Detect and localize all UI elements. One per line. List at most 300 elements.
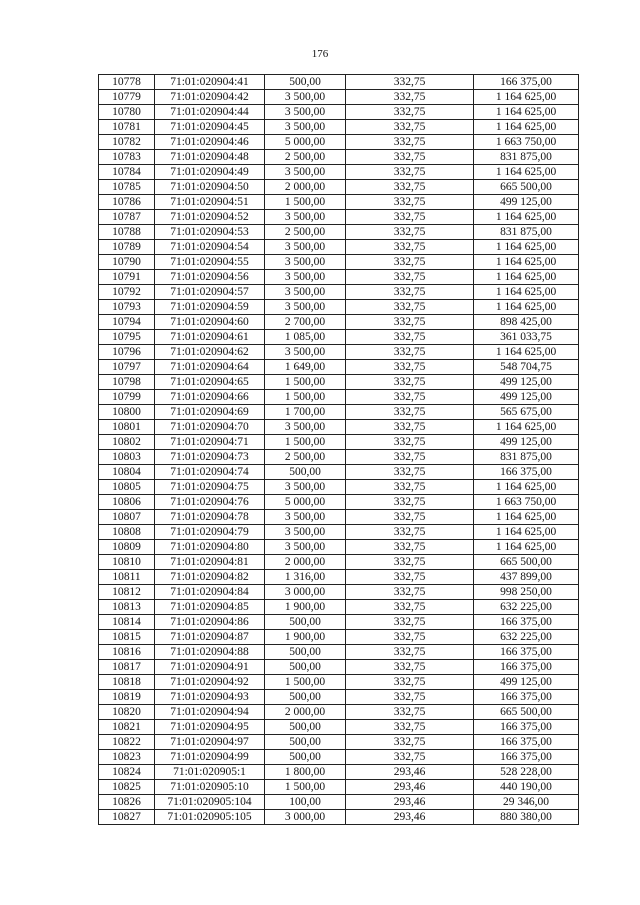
unit-value-cell: 332,75 bbox=[346, 630, 474, 645]
table-row bbox=[99, 555, 579, 570]
table-row bbox=[99, 795, 579, 810]
table-row bbox=[99, 345, 579, 360]
total-value-cell: 1 164 625,00 bbox=[474, 420, 579, 435]
unit-value-cell: 332,75 bbox=[346, 90, 474, 105]
area-cell: 5 000,00 bbox=[265, 135, 346, 150]
row-number-cell: 10783 bbox=[99, 150, 155, 165]
cadastral-number-cell: 71:01:020904:78 bbox=[155, 510, 265, 525]
row-number-cell: 10786 bbox=[99, 195, 155, 210]
unit-value-cell: 332,75 bbox=[346, 135, 474, 150]
unit-value-cell: 332,75 bbox=[346, 660, 474, 675]
cadastral-number-cell: 71:01:020904:49 bbox=[155, 165, 265, 180]
table-row bbox=[99, 705, 579, 720]
cadastral-number-cell: 71:01:020904:46 bbox=[155, 135, 265, 150]
cadastral-number-cell: 71:01:020904:44 bbox=[155, 105, 265, 120]
cadastral-number-cell: 71:01:020904:41 bbox=[155, 75, 265, 90]
cadastral-number-cell: 71:01:020904:60 bbox=[155, 315, 265, 330]
area-cell: 3 500,00 bbox=[265, 525, 346, 540]
total-value-cell: 1 164 625,00 bbox=[474, 525, 579, 540]
area-cell: 1 500,00 bbox=[265, 675, 346, 690]
unit-value-cell: 332,75 bbox=[346, 390, 474, 405]
area-cell: 3 500,00 bbox=[265, 210, 346, 225]
unit-value-cell: 332,75 bbox=[346, 435, 474, 450]
row-number-cell: 10787 bbox=[99, 210, 155, 225]
unit-value-cell: 332,75 bbox=[346, 645, 474, 660]
cadastral-number-cell: 71:01:020904:66 bbox=[155, 390, 265, 405]
cadastral-number-cell: 71:01:020905:105 bbox=[155, 810, 265, 825]
total-value-cell: 632 225,00 bbox=[474, 600, 579, 615]
unit-value-cell: 332,75 bbox=[346, 210, 474, 225]
cadastral-number-cell: 71:01:020904:85 bbox=[155, 600, 265, 615]
row-number-cell: 10799 bbox=[99, 390, 155, 405]
row-number-cell: 10821 bbox=[99, 720, 155, 735]
table-row bbox=[99, 195, 579, 210]
table-row bbox=[99, 315, 579, 330]
total-value-cell: 1 164 625,00 bbox=[474, 165, 579, 180]
unit-value-cell: 332,75 bbox=[346, 180, 474, 195]
total-value-cell: 665 500,00 bbox=[474, 555, 579, 570]
unit-value-cell: 332,75 bbox=[346, 525, 474, 540]
table-row bbox=[99, 735, 579, 750]
table-row bbox=[99, 435, 579, 450]
total-value-cell: 499 125,00 bbox=[474, 390, 579, 405]
table-row bbox=[99, 375, 579, 390]
table-row bbox=[99, 540, 579, 555]
table-row bbox=[99, 165, 579, 180]
area-cell: 500,00 bbox=[265, 660, 346, 675]
table-row bbox=[99, 750, 579, 765]
total-value-cell: 166 375,00 bbox=[474, 720, 579, 735]
cadastral-number-cell: 71:01:020904:64 bbox=[155, 360, 265, 375]
unit-value-cell: 332,75 bbox=[346, 315, 474, 330]
cadastral-number-cell: 71:01:020904:61 bbox=[155, 330, 265, 345]
row-number-cell: 10792 bbox=[99, 285, 155, 300]
unit-value-cell: 332,75 bbox=[346, 225, 474, 240]
total-value-cell: 166 375,00 bbox=[474, 645, 579, 660]
cadastral-number-cell: 71:01:020904:50 bbox=[155, 180, 265, 195]
cadastral-number-cell: 71:01:020904:79 bbox=[155, 525, 265, 540]
unit-value-cell: 332,75 bbox=[346, 240, 474, 255]
cadastral-number-cell: 71:01:020904:51 bbox=[155, 195, 265, 210]
row-number-cell: 10825 bbox=[99, 780, 155, 795]
unit-value-cell: 332,75 bbox=[346, 720, 474, 735]
area-cell: 3 500,00 bbox=[265, 285, 346, 300]
total-value-cell: 1 164 625,00 bbox=[474, 210, 579, 225]
table-row bbox=[99, 390, 579, 405]
area-cell: 500,00 bbox=[265, 615, 346, 630]
unit-value-cell: 332,75 bbox=[346, 270, 474, 285]
area-cell: 100,00 bbox=[265, 795, 346, 810]
row-number-cell: 10790 bbox=[99, 255, 155, 270]
unit-value-cell: 332,75 bbox=[346, 450, 474, 465]
total-value-cell: 1 164 625,00 bbox=[474, 240, 579, 255]
cadastral-number-cell: 71:01:020904:42 bbox=[155, 90, 265, 105]
area-cell: 3 500,00 bbox=[265, 345, 346, 360]
cadastral-number-cell: 71:01:020904:84 bbox=[155, 585, 265, 600]
total-value-cell: 1 164 625,00 bbox=[474, 480, 579, 495]
total-value-cell: 1 164 625,00 bbox=[474, 510, 579, 525]
row-number-cell: 10806 bbox=[99, 495, 155, 510]
row-number-cell: 10810 bbox=[99, 555, 155, 570]
unit-value-cell: 332,75 bbox=[346, 255, 474, 270]
unit-value-cell: 332,75 bbox=[346, 420, 474, 435]
row-number-cell: 10804 bbox=[99, 465, 155, 480]
table-row bbox=[99, 585, 579, 600]
unit-value-cell: 332,75 bbox=[346, 150, 474, 165]
total-value-cell: 499 125,00 bbox=[474, 375, 579, 390]
table-row bbox=[99, 510, 579, 525]
area-cell: 3 500,00 bbox=[265, 540, 346, 555]
table-row bbox=[99, 120, 579, 135]
cadastral-number-cell: 71:01:020904:62 bbox=[155, 345, 265, 360]
table-row bbox=[99, 135, 579, 150]
total-value-cell: 166 375,00 bbox=[474, 75, 579, 90]
cadastral-number-cell: 71:01:020904:92 bbox=[155, 675, 265, 690]
area-cell: 2 000,00 bbox=[265, 705, 346, 720]
row-number-cell: 10794 bbox=[99, 315, 155, 330]
row-number-cell: 10813 bbox=[99, 600, 155, 615]
unit-value-cell: 332,75 bbox=[346, 300, 474, 315]
cadastral-number-cell: 71:01:020904:65 bbox=[155, 375, 265, 390]
table-row bbox=[99, 420, 579, 435]
row-number-cell: 10816 bbox=[99, 645, 155, 660]
unit-value-cell: 332,75 bbox=[346, 465, 474, 480]
row-number-cell: 10778 bbox=[99, 75, 155, 90]
total-value-cell: 499 125,00 bbox=[474, 675, 579, 690]
area-cell: 1 316,00 bbox=[265, 570, 346, 585]
cadastral-number-cell: 71:01:020904:95 bbox=[155, 720, 265, 735]
unit-value-cell: 332,75 bbox=[346, 555, 474, 570]
table-row bbox=[99, 780, 579, 795]
unit-value-cell: 332,75 bbox=[346, 345, 474, 360]
row-number-cell: 10823 bbox=[99, 750, 155, 765]
total-value-cell: 1 164 625,00 bbox=[474, 270, 579, 285]
total-value-cell: 880 380,00 bbox=[474, 810, 579, 825]
unit-value-cell: 332,75 bbox=[346, 510, 474, 525]
table-row bbox=[99, 630, 579, 645]
table-row bbox=[99, 480, 579, 495]
total-value-cell: 166 375,00 bbox=[474, 660, 579, 675]
total-value-cell: 166 375,00 bbox=[474, 735, 579, 750]
row-number-cell: 10820 bbox=[99, 705, 155, 720]
area-cell: 3 000,00 bbox=[265, 585, 346, 600]
table-row bbox=[99, 240, 579, 255]
area-cell: 500,00 bbox=[265, 720, 346, 735]
row-number-cell: 10814 bbox=[99, 615, 155, 630]
table-row bbox=[99, 600, 579, 615]
row-number-cell: 10800 bbox=[99, 405, 155, 420]
unit-value-cell: 332,75 bbox=[346, 735, 474, 750]
cadastral-number-cell: 71:01:020904:87 bbox=[155, 630, 265, 645]
area-cell: 1 500,00 bbox=[265, 195, 346, 210]
total-value-cell: 1 164 625,00 bbox=[474, 120, 579, 135]
unit-value-cell: 293,46 bbox=[346, 810, 474, 825]
table-row bbox=[99, 360, 579, 375]
table-row bbox=[99, 660, 579, 675]
cadastral-number-cell: 71:01:020904:82 bbox=[155, 570, 265, 585]
unit-value-cell: 332,75 bbox=[346, 285, 474, 300]
cadastral-number-cell: 71:01:020904:76 bbox=[155, 495, 265, 510]
area-cell: 1 500,00 bbox=[265, 780, 346, 795]
area-cell: 500,00 bbox=[265, 75, 346, 90]
table-body bbox=[99, 75, 579, 825]
table-row bbox=[99, 720, 579, 735]
area-cell: 1 800,00 bbox=[265, 765, 346, 780]
area-cell: 500,00 bbox=[265, 750, 346, 765]
area-cell: 500,00 bbox=[265, 465, 346, 480]
total-value-cell: 831 875,00 bbox=[474, 150, 579, 165]
cadastral-number-cell: 71:01:020904:56 bbox=[155, 270, 265, 285]
area-cell: 3 500,00 bbox=[265, 240, 346, 255]
unit-value-cell: 332,75 bbox=[346, 120, 474, 135]
total-value-cell: 831 875,00 bbox=[474, 225, 579, 240]
cadastral-number-cell: 71:01:020905:1 bbox=[155, 765, 265, 780]
unit-value-cell: 293,46 bbox=[346, 765, 474, 780]
cadastral-number-cell: 71:01:020904:70 bbox=[155, 420, 265, 435]
unit-value-cell: 332,75 bbox=[346, 570, 474, 585]
row-number-cell: 10789 bbox=[99, 240, 155, 255]
row-number-cell: 10797 bbox=[99, 360, 155, 375]
row-number-cell: 10819 bbox=[99, 690, 155, 705]
area-cell: 3 500,00 bbox=[265, 165, 346, 180]
unit-value-cell: 332,75 bbox=[346, 495, 474, 510]
table-row bbox=[99, 90, 579, 105]
total-value-cell: 565 675,00 bbox=[474, 405, 579, 420]
unit-value-cell: 332,75 bbox=[346, 480, 474, 495]
row-number-cell: 10785 bbox=[99, 180, 155, 195]
unit-value-cell: 332,75 bbox=[346, 330, 474, 345]
total-value-cell: 1 663 750,00 bbox=[474, 135, 579, 150]
total-value-cell: 1 164 625,00 bbox=[474, 540, 579, 555]
cadastral-number-cell: 71:01:020905:104 bbox=[155, 795, 265, 810]
unit-value-cell: 293,46 bbox=[346, 780, 474, 795]
area-cell: 3 500,00 bbox=[265, 120, 346, 135]
unit-value-cell: 332,75 bbox=[346, 600, 474, 615]
area-cell: 3 500,00 bbox=[265, 255, 346, 270]
total-value-cell: 1 164 625,00 bbox=[474, 105, 579, 120]
cadastral-number-cell: 71:01:020904:93 bbox=[155, 690, 265, 705]
row-number-cell: 10795 bbox=[99, 330, 155, 345]
table-row bbox=[99, 150, 579, 165]
total-value-cell: 831 875,00 bbox=[474, 450, 579, 465]
table-row bbox=[99, 330, 579, 345]
total-value-cell: 1 164 625,00 bbox=[474, 255, 579, 270]
total-value-cell: 1 164 625,00 bbox=[474, 285, 579, 300]
area-cell: 3 500,00 bbox=[265, 105, 346, 120]
table-row bbox=[99, 615, 579, 630]
unit-value-cell: 332,75 bbox=[346, 105, 474, 120]
row-number-cell: 10824 bbox=[99, 765, 155, 780]
total-value-cell: 632 225,00 bbox=[474, 630, 579, 645]
total-value-cell: 548 704,75 bbox=[474, 360, 579, 375]
row-number-cell: 10812 bbox=[99, 585, 155, 600]
unit-value-cell: 332,75 bbox=[346, 540, 474, 555]
cadastral-number-cell: 71:01:020904:91 bbox=[155, 660, 265, 675]
area-cell: 500,00 bbox=[265, 645, 346, 660]
total-value-cell: 665 500,00 bbox=[474, 180, 579, 195]
cadastral-number-cell: 71:01:020904:59 bbox=[155, 300, 265, 315]
total-value-cell: 29 346,00 bbox=[474, 795, 579, 810]
cadastral-number-cell: 71:01:020904:75 bbox=[155, 480, 265, 495]
table-row bbox=[99, 645, 579, 660]
row-number-cell: 10815 bbox=[99, 630, 155, 645]
total-value-cell: 166 375,00 bbox=[474, 690, 579, 705]
row-number-cell: 10793 bbox=[99, 300, 155, 315]
table-row bbox=[99, 450, 579, 465]
row-number-cell: 10811 bbox=[99, 570, 155, 585]
row-number-cell: 10808 bbox=[99, 525, 155, 540]
area-cell: 3 500,00 bbox=[265, 300, 346, 315]
row-number-cell: 10779 bbox=[99, 90, 155, 105]
cadastral-number-cell: 71:01:020904:71 bbox=[155, 435, 265, 450]
cadastral-number-cell: 71:01:020904:88 bbox=[155, 645, 265, 660]
total-value-cell: 528 228,00 bbox=[474, 765, 579, 780]
cadastral-number-cell: 71:01:020905:10 bbox=[155, 780, 265, 795]
cadastral-number-cell: 71:01:020904:55 bbox=[155, 255, 265, 270]
cadastral-number-cell: 71:01:020904:86 bbox=[155, 615, 265, 630]
area-cell: 3 500,00 bbox=[265, 270, 346, 285]
total-value-cell: 1 164 625,00 bbox=[474, 90, 579, 105]
unit-value-cell: 332,75 bbox=[346, 75, 474, 90]
total-value-cell: 1 164 625,00 bbox=[474, 300, 579, 315]
table-row bbox=[99, 300, 579, 315]
area-cell: 2 500,00 bbox=[265, 225, 346, 240]
cadastral-number-cell: 71:01:020904:73 bbox=[155, 450, 265, 465]
row-number-cell: 10781 bbox=[99, 120, 155, 135]
total-value-cell: 998 250,00 bbox=[474, 585, 579, 600]
cadastral-number-cell: 71:01:020904:57 bbox=[155, 285, 265, 300]
cadastral-number-cell: 71:01:020904:97 bbox=[155, 735, 265, 750]
unit-value-cell: 332,75 bbox=[346, 360, 474, 375]
page-number: 176 bbox=[311, 48, 329, 60]
cadastral-number-cell: 71:01:020904:45 bbox=[155, 120, 265, 135]
area-cell: 2 000,00 bbox=[265, 180, 346, 195]
row-number-cell: 10822 bbox=[99, 735, 155, 750]
area-cell: 1 500,00 bbox=[265, 390, 346, 405]
area-cell: 1 500,00 bbox=[265, 435, 346, 450]
table-row bbox=[99, 570, 579, 585]
table-row bbox=[99, 180, 579, 195]
area-cell: 3 500,00 bbox=[265, 420, 346, 435]
table-row bbox=[99, 270, 579, 285]
row-number-cell: 10780 bbox=[99, 105, 155, 120]
row-number-cell: 10782 bbox=[99, 135, 155, 150]
table-row bbox=[99, 255, 579, 270]
unit-value-cell: 332,75 bbox=[346, 615, 474, 630]
area-cell: 2 500,00 bbox=[265, 450, 346, 465]
table-row bbox=[99, 105, 579, 120]
unit-value-cell: 332,75 bbox=[346, 705, 474, 720]
row-number-cell: 10805 bbox=[99, 480, 155, 495]
area-cell: 5 000,00 bbox=[265, 495, 346, 510]
table-row bbox=[99, 765, 579, 780]
table-row bbox=[99, 810, 579, 825]
table-row bbox=[99, 525, 579, 540]
area-cell: 1 649,00 bbox=[265, 360, 346, 375]
area-cell: 3 500,00 bbox=[265, 480, 346, 495]
cadastral-number-cell: 71:01:020904:74 bbox=[155, 465, 265, 480]
area-cell: 2 500,00 bbox=[265, 150, 346, 165]
table-row bbox=[99, 495, 579, 510]
total-value-cell: 166 375,00 bbox=[474, 615, 579, 630]
parcel-value-table bbox=[98, 74, 579, 825]
row-number-cell: 10791 bbox=[99, 270, 155, 285]
total-value-cell: 437 899,00 bbox=[474, 570, 579, 585]
total-value-cell: 1 663 750,00 bbox=[474, 495, 579, 510]
row-number-cell: 10809 bbox=[99, 540, 155, 555]
table-row bbox=[99, 690, 579, 705]
cadastral-number-cell: 71:01:020904:81 bbox=[155, 555, 265, 570]
row-number-cell: 10807 bbox=[99, 510, 155, 525]
row-number-cell: 10803 bbox=[99, 450, 155, 465]
area-cell: 500,00 bbox=[265, 690, 346, 705]
cadastral-number-cell: 71:01:020904:80 bbox=[155, 540, 265, 555]
row-number-cell: 10788 bbox=[99, 225, 155, 240]
unit-value-cell: 293,46 bbox=[346, 795, 474, 810]
total-value-cell: 898 425,00 bbox=[474, 315, 579, 330]
row-number-cell: 10802 bbox=[99, 435, 155, 450]
row-number-cell: 10826 bbox=[99, 795, 155, 810]
total-value-cell: 499 125,00 bbox=[474, 195, 579, 210]
row-number-cell: 10784 bbox=[99, 165, 155, 180]
area-cell: 500,00 bbox=[265, 735, 346, 750]
area-cell: 1 900,00 bbox=[265, 630, 346, 645]
total-value-cell: 361 033,75 bbox=[474, 330, 579, 345]
row-number-cell: 10827 bbox=[99, 810, 155, 825]
unit-value-cell: 332,75 bbox=[346, 375, 474, 390]
total-value-cell: 166 375,00 bbox=[474, 465, 579, 480]
cadastral-number-cell: 71:01:020904:54 bbox=[155, 240, 265, 255]
cadastral-number-cell: 71:01:020904:99 bbox=[155, 750, 265, 765]
row-number-cell: 10796 bbox=[99, 345, 155, 360]
area-cell: 2 700,00 bbox=[265, 315, 346, 330]
row-number-cell: 10817 bbox=[99, 660, 155, 675]
area-cell: 2 000,00 bbox=[265, 555, 346, 570]
total-value-cell: 665 500,00 bbox=[474, 705, 579, 720]
total-value-cell: 440 190,00 bbox=[474, 780, 579, 795]
total-value-cell: 166 375,00 bbox=[474, 750, 579, 765]
area-cell: 1 085,00 bbox=[265, 330, 346, 345]
cadastral-number-cell: 71:01:020904:69 bbox=[155, 405, 265, 420]
table-row bbox=[99, 285, 579, 300]
area-cell: 1 500,00 bbox=[265, 375, 346, 390]
area-cell: 3 500,00 bbox=[265, 90, 346, 105]
table-row bbox=[99, 675, 579, 690]
row-number-cell: 10798 bbox=[99, 375, 155, 390]
table-row bbox=[99, 210, 579, 225]
area-cell: 1 900,00 bbox=[265, 600, 346, 615]
cadastral-number-cell: 71:01:020904:48 bbox=[155, 150, 265, 165]
area-cell: 3 000,00 bbox=[265, 810, 346, 825]
unit-value-cell: 332,75 bbox=[346, 750, 474, 765]
unit-value-cell: 332,75 bbox=[346, 165, 474, 180]
cadastral-number-cell: 71:01:020904:94 bbox=[155, 705, 265, 720]
area-cell: 3 500,00 bbox=[265, 510, 346, 525]
unit-value-cell: 332,75 bbox=[346, 405, 474, 420]
cadastral-number-cell: 71:01:020904:53 bbox=[155, 225, 265, 240]
table-row bbox=[99, 405, 579, 420]
area-cell: 1 700,00 bbox=[265, 405, 346, 420]
unit-value-cell: 332,75 bbox=[346, 690, 474, 705]
row-number-cell: 10801 bbox=[99, 420, 155, 435]
unit-value-cell: 332,75 bbox=[346, 195, 474, 210]
unit-value-cell: 332,75 bbox=[346, 585, 474, 600]
unit-value-cell: 332,75 bbox=[346, 675, 474, 690]
row-number-cell: 10818 bbox=[99, 675, 155, 690]
cadastral-number-cell: 71:01:020904:52 bbox=[155, 210, 265, 225]
total-value-cell: 499 125,00 bbox=[474, 435, 579, 450]
table-row bbox=[99, 75, 579, 90]
